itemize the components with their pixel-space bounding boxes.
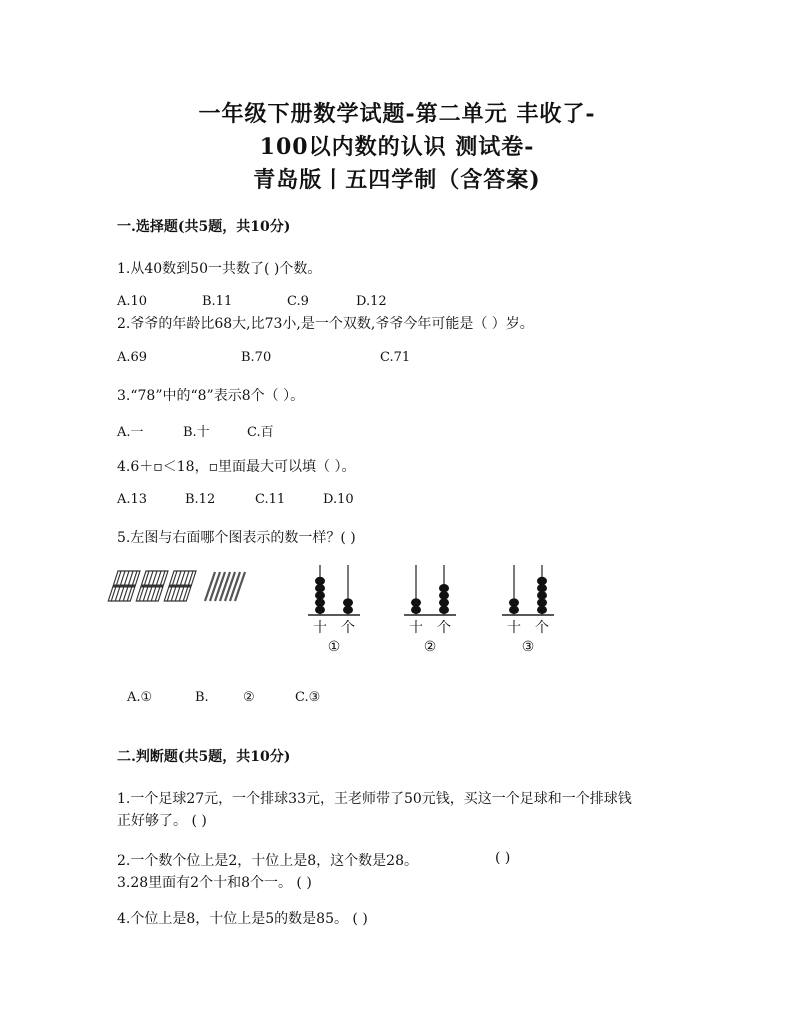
page-title-line-1: 一年级下册数学试题-第二单元 丰收了- — [198, 101, 596, 127]
q5-option-b-mark[interactable]: ② — [243, 690, 255, 705]
question-5-figure — [0, 563, 794, 653]
question-4-text: 4.6＋▫＜18，▫里面最大可以填（ ）。 — [117, 459, 356, 475]
abacus-ones-label: 个 — [437, 620, 451, 636]
abacus-ones-bead — [537, 591, 547, 599]
abacus-ones-bead — [439, 591, 449, 599]
abacus-ones-bead — [537, 577, 547, 585]
question-2-text: 2.爷爷的年龄比68大,比73小,是一个双数,爷爷今年可能是（ ）岁。 — [117, 316, 534, 332]
q5-option-a[interactable]: A.① — [127, 690, 153, 705]
judge-4-text: 4.个位上是8，十位上是5的数是85。 ( ) — [117, 911, 368, 927]
q4-option-c[interactable]: C.11 — [255, 492, 286, 507]
q3-option-c[interactable]: C.百 — [247, 425, 274, 440]
abacus-tens-label: 十 — [507, 620, 521, 636]
q3-option-a[interactable]: A.一 — [117, 425, 144, 440]
question-1-text: 1.从40数到50一共数了( )个数。 — [117, 261, 322, 277]
page-title-line-3: 青岛版丨五四学制（含答案) — [253, 167, 541, 193]
q5-option-c[interactable]: C.③ — [295, 690, 321, 705]
abacus-tens-bead — [315, 577, 325, 585]
abacus-3 — [502, 565, 554, 653]
q4-option-a[interactable]: A.13 — [117, 492, 148, 507]
abacus-tens-bead — [411, 598, 421, 606]
abacus-ones-bead — [537, 606, 547, 614]
judge-2-answer-paren[interactable]: ( ) — [495, 850, 511, 866]
abacus-tens-bead — [411, 606, 421, 614]
q4-option-b[interactable]: B.12 — [185, 492, 216, 507]
abacus-ones-bead — [537, 598, 547, 606]
abacus-ones-label: 个 — [341, 620, 355, 636]
loose-sticks-figure — [205, 572, 245, 601]
page-title-line-2: 100以内数的认识 测试卷- — [259, 134, 535, 160]
abacus-tens-bead — [315, 591, 325, 599]
abacus-tens-bead — [315, 598, 325, 606]
abacus-tens-bead — [315, 606, 325, 614]
abacus-number-mark: ③ — [521, 639, 535, 653]
abacus-tens-bead — [509, 606, 519, 614]
abacus-ones-bead — [343, 606, 353, 614]
section-heading-choice: 一.选择题(共5题，共10分) — [117, 219, 291, 235]
abacus-ones-label: 个 — [535, 620, 549, 636]
section-heading-judgement: 二.判断题(共5题，共10分) — [117, 749, 291, 765]
q1-option-d[interactable]: D.12 — [356, 294, 387, 309]
abacus-tens-bead — [315, 584, 325, 592]
question-3-text: 3.“78”中的“8”表示8个（ ）。 — [117, 388, 305, 404]
abacus-1 — [308, 565, 360, 653]
q5-option-b[interactable]: B. — [195, 690, 209, 705]
abacus-number-mark: ① — [327, 639, 341, 653]
abacus-2 — [404, 565, 456, 653]
abacus-ones-bead — [439, 584, 449, 592]
q1-option-b[interactable]: B.11 — [202, 294, 233, 309]
q3-option-b[interactable]: B.十 — [183, 425, 210, 440]
judge-1-line-2: 正好够了。 ( ) — [117, 813, 207, 829]
abacus-tens-label: 十 — [409, 620, 423, 636]
abacus-group — [308, 565, 554, 653]
stick-bundles-figure — [108, 571, 196, 601]
judge-1-line-1: 1.一个足球27元，一个排球33元，王老师带了50元钱，买这一个足球和一个排球钱 — [117, 791, 632, 807]
q2-option-a[interactable]: A.69 — [117, 350, 148, 365]
abacus-number-mark: ② — [423, 639, 437, 653]
q2-option-c[interactable]: C.71 — [380, 350, 411, 365]
q4-option-d[interactable]: D.10 — [323, 492, 354, 507]
abacus-ones-bead — [439, 606, 449, 614]
abacus-ones-bead — [537, 584, 547, 592]
abacus-tens-label: 十 — [313, 620, 327, 636]
abacus-ones-bead — [439, 598, 449, 606]
q1-option-c[interactable]: C.9 — [287, 294, 309, 309]
abacus-ones-bead — [343, 598, 353, 606]
judge-3-text: 3.28里面有2个十和8个一。 ( ) — [117, 875, 312, 891]
q1-option-a[interactable]: A.10 — [117, 294, 148, 309]
abacus-tens-bead — [509, 598, 519, 606]
judge-2-text: 2.一个数个位上是2，十位上是8，这个数是28。 — [117, 853, 418, 869]
q2-option-b[interactable]: B.70 — [241, 350, 272, 365]
question-5-text: 5.左图与右面哪个图表示的数一样？( ) — [117, 530, 356, 546]
